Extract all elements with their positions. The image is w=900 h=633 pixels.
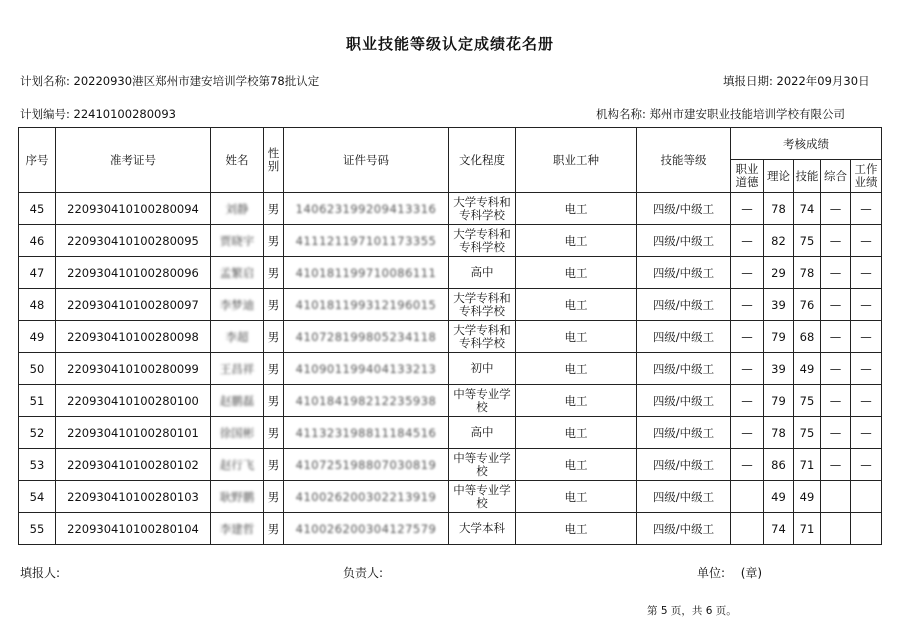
cell-theory: 29 — [764, 257, 794, 289]
cell-seq: 54 — [19, 481, 56, 513]
cell-work: — — [851, 321, 882, 353]
redacted-id: 410901199404133213 — [295, 361, 437, 376]
cell-work: — — [851, 385, 882, 417]
cell-gender: 男 — [264, 481, 284, 513]
header-education: 文化程度 — [449, 128, 516, 193]
cell-seq: 46 — [19, 225, 56, 257]
redacted-name: 李梦迪 — [219, 297, 255, 312]
cell-exam-no: 220930410100280095 — [56, 225, 211, 257]
cell-job: 电工 — [516, 225, 637, 257]
cell-overall: — — [821, 225, 851, 257]
page-indicator: 第 5 页，共 6 页。 — [647, 605, 737, 617]
cell-theory: 39 — [764, 289, 794, 321]
cell-overall: — — [821, 449, 851, 481]
plan-name-value: 20220930港区郑州市建安培训学校第78批认定 — [73, 74, 320, 88]
cell-exam-no: 220930410100280102 — [56, 449, 211, 481]
cell-theory: 74 — [764, 513, 794, 545]
cell-level: 四级/中级工 — [637, 481, 731, 513]
redacted-name: 赵鹏磊 — [219, 393, 255, 408]
cell-education: 中等专业学校 — [449, 449, 516, 481]
cell-job: 电工 — [516, 289, 637, 321]
score-table — [18, 127, 882, 545]
header-seq: 序号 — [19, 128, 56, 193]
redacted-name: 贾晓宇 — [219, 233, 255, 248]
redacted-name: 李超 — [225, 329, 249, 344]
cell-exam-no: 220930410100280097 — [56, 289, 211, 321]
cell-skill: 75 — [794, 417, 821, 449]
cell-ethics: — — [731, 417, 764, 449]
org-line — [596, 106, 845, 122]
table-row — [19, 321, 882, 353]
cell-theory: 82 — [764, 225, 794, 257]
table-row — [19, 449, 882, 481]
redacted-name: 李建哲 — [219, 521, 255, 536]
cell-level: 四级/中级工 — [637, 417, 731, 449]
header-work: 工作业绩 — [851, 160, 882, 193]
header-skill: 技能 — [794, 160, 821, 193]
cell-exam-no: 220930410100280094 — [56, 193, 211, 225]
cell-skill: 71 — [794, 513, 821, 545]
header-ethics: 职业道德 — [731, 160, 764, 193]
footer-responsible: 负责人: — [343, 566, 384, 580]
cell-id-no — [284, 193, 449, 225]
cell-overall: — — [821, 385, 851, 417]
cell-skill: 49 — [794, 353, 821, 385]
cell-gender: 男 — [264, 193, 284, 225]
cell-theory: 79 — [764, 385, 794, 417]
footer-unit-label: 单位: — [697, 566, 726, 580]
redacted-id: 410728199805234118 — [295, 329, 437, 344]
cell-job: 电工 — [516, 321, 637, 353]
cell-id-no — [284, 225, 449, 257]
cell-exam-no: 220930410100280101 — [56, 417, 211, 449]
cell-seq: 52 — [19, 417, 56, 449]
redacted-name: 徐国彬 — [219, 425, 255, 440]
cell-overall: — — [821, 193, 851, 225]
cell-ethics: — — [731, 193, 764, 225]
redacted-name: 赵行飞 — [219, 457, 255, 472]
cell-education: 中等专业学校 — [449, 481, 516, 513]
cell-theory: 78 — [764, 417, 794, 449]
redacted-name: 孟繁启 — [219, 265, 255, 280]
document-title: 职业技能等级认定成绩花名册 — [345, 35, 554, 53]
cell-seq: 45 — [19, 193, 56, 225]
cell-work: — — [851, 289, 882, 321]
cell-job: 电工 — [516, 513, 637, 545]
cell-education: 高中 — [449, 417, 516, 449]
cell-name — [211, 449, 264, 481]
header-overall: 综合 — [821, 160, 851, 193]
cell-job: 电工 — [516, 257, 637, 289]
cell-gender: 男 — [264, 289, 284, 321]
header-theory: 理论 — [764, 160, 794, 193]
cell-overall: — — [821, 257, 851, 289]
cell-education: 大学专科和专科学校 — [449, 321, 516, 353]
plan-name-line — [20, 73, 319, 89]
redacted-id: 410184198212235938 — [295, 393, 437, 408]
redacted-id: 410725198807030819 — [295, 457, 437, 472]
cell-seq: 47 — [19, 257, 56, 289]
table-row — [19, 225, 882, 257]
redacted-name: 王昌祥 — [219, 361, 255, 376]
cell-overall — [821, 513, 851, 545]
cell-name — [211, 257, 264, 289]
cell-gender: 男 — [264, 257, 284, 289]
plan-no-value: 22410100280093 — [73, 107, 176, 121]
cell-seq: 51 — [19, 385, 56, 417]
cell-overall: — — [821, 417, 851, 449]
table-row — [19, 193, 882, 225]
cell-theory: 39 — [764, 353, 794, 385]
redacted-id: 410181199710086111 — [295, 265, 437, 280]
header-job: 职业工种 — [516, 128, 637, 193]
cell-skill: 71 — [794, 449, 821, 481]
cell-id-no — [284, 385, 449, 417]
cell-work — [851, 513, 882, 545]
cell-theory: 78 — [764, 193, 794, 225]
cell-name — [211, 353, 264, 385]
cell-overall: — — [821, 353, 851, 385]
cell-gender: 男 — [264, 449, 284, 481]
plan-no-label: 计划编号: — [20, 107, 70, 121]
cell-gender: 男 — [264, 321, 284, 353]
table-row — [19, 289, 882, 321]
report-date-line — [723, 73, 870, 89]
report-date-label: 填报日期: — [723, 74, 773, 88]
org-label: 机构名称: — [596, 107, 646, 121]
cell-education: 大学本科 — [449, 513, 516, 545]
cell-overall — [821, 481, 851, 513]
footer-unit — [697, 564, 762, 581]
report-date-value: 2022年09月30日 — [776, 74, 870, 88]
cell-ethics: — — [731, 225, 764, 257]
cell-seq: 55 — [19, 513, 56, 545]
cell-level: 四级/中级工 — [637, 321, 731, 353]
cell-work: — — [851, 417, 882, 449]
cell-id-no — [284, 417, 449, 449]
redacted-id: 410026200302213919 — [295, 489, 437, 504]
cell-name — [211, 513, 264, 545]
cell-id-no — [284, 513, 449, 545]
cell-level: 四级/中级工 — [637, 289, 731, 321]
cell-work — [851, 481, 882, 513]
redacted-name: 耿野鹏 — [219, 489, 255, 504]
cell-level: 四级/中级工 — [637, 193, 731, 225]
header-level: 技能等级 — [637, 128, 731, 193]
cell-level: 四级/中级工 — [637, 225, 731, 257]
cell-exam-no: 220930410100280100 — [56, 385, 211, 417]
redacted-id: 410181199312196015 — [295, 297, 437, 312]
table-body — [19, 193, 882, 545]
cell-name — [211, 225, 264, 257]
redacted-id: 411121197101173355 — [295, 233, 437, 248]
cell-level: 四级/中级工 — [637, 385, 731, 417]
cell-gender: 男 — [264, 513, 284, 545]
cell-work: — — [851, 449, 882, 481]
cell-work: — — [851, 225, 882, 257]
org-value: 郑州市建安职业技能培训学校有限公司 — [649, 107, 846, 121]
cell-theory: 86 — [764, 449, 794, 481]
cell-job: 电工 — [516, 417, 637, 449]
cell-ethics: — — [731, 385, 764, 417]
cell-name — [211, 289, 264, 321]
cell-education: 大学专科和专科学校 — [449, 193, 516, 225]
header-id-no: 证件号码 — [284, 128, 449, 193]
cell-education: 大学专科和专科学校 — [449, 289, 516, 321]
header-name: 姓名 — [211, 128, 264, 193]
cell-skill: 75 — [794, 225, 821, 257]
cell-skill: 74 — [794, 193, 821, 225]
cell-name — [211, 385, 264, 417]
cell-theory: 49 — [764, 481, 794, 513]
cell-ethics: — — [731, 321, 764, 353]
table-row — [19, 417, 882, 449]
table-row — [19, 513, 882, 545]
cell-exam-no: 220930410100280104 — [56, 513, 211, 545]
cell-seq: 53 — [19, 449, 56, 481]
cell-id-no — [284, 321, 449, 353]
cell-gender: 男 — [264, 417, 284, 449]
cell-exam-no: 220930410100280099 — [56, 353, 211, 385]
cell-ethics: — — [731, 353, 764, 385]
cell-theory: 79 — [764, 321, 794, 353]
cell-ethics: — — [731, 449, 764, 481]
redacted-id: 411323198811184516 — [295, 425, 437, 440]
cell-work: — — [851, 353, 882, 385]
cell-ethics — [731, 513, 764, 545]
cell-ethics — [731, 481, 764, 513]
cell-exam-no: 220930410100280098 — [56, 321, 211, 353]
cell-job: 电工 — [516, 353, 637, 385]
cell-skill: 75 — [794, 385, 821, 417]
cell-skill: 49 — [794, 481, 821, 513]
cell-name — [211, 417, 264, 449]
cell-id-no — [284, 353, 449, 385]
cell-work: — — [851, 257, 882, 289]
cell-name — [211, 193, 264, 225]
cell-level: 四级/中级工 — [637, 353, 731, 385]
table-row — [19, 353, 882, 385]
footer-filler: 填报人: — [20, 566, 61, 580]
cell-id-no — [284, 289, 449, 321]
cell-overall: — — [821, 321, 851, 353]
redacted-id: 410026200304127579 — [295, 521, 437, 536]
cell-education: 初中 — [449, 353, 516, 385]
cell-education: 中等专业学校 — [449, 385, 516, 417]
cell-skill: 78 — [794, 257, 821, 289]
redacted-id: 140623199209413316 — [295, 201, 437, 216]
cell-seq: 48 — [19, 289, 56, 321]
cell-gender: 男 — [264, 225, 284, 257]
cell-name — [211, 481, 264, 513]
cell-exam-no: 220930410100280096 — [56, 257, 211, 289]
cell-job: 电工 — [516, 449, 637, 481]
table-row — [19, 257, 882, 289]
cell-job: 电工 — [516, 385, 637, 417]
cell-ethics: — — [731, 289, 764, 321]
redacted-name: 刘静 — [225, 201, 249, 216]
table-row — [19, 481, 882, 513]
plan-name-label: 计划名称: — [20, 74, 70, 88]
table-row — [19, 385, 882, 417]
cell-level: 四级/中级工 — [637, 449, 731, 481]
cell-seq: 50 — [19, 353, 56, 385]
cell-skill: 76 — [794, 289, 821, 321]
cell-seq: 49 — [19, 321, 56, 353]
cell-id-no — [284, 257, 449, 289]
cell-education: 大学专科和专科学校 — [449, 225, 516, 257]
cell-gender: 男 — [264, 353, 284, 385]
cell-exam-no: 220930410100280103 — [56, 481, 211, 513]
cell-overall: — — [821, 289, 851, 321]
header-scores: 考核成绩 — [731, 128, 882, 160]
cell-skill: 68 — [794, 321, 821, 353]
cell-id-no — [284, 449, 449, 481]
header-exam-no: 准考证号 — [56, 128, 211, 193]
cell-level: 四级/中级工 — [637, 513, 731, 545]
cell-job: 电工 — [516, 481, 637, 513]
cell-work: — — [851, 193, 882, 225]
header-gender: 性别 — [264, 128, 284, 193]
cell-id-no — [284, 481, 449, 513]
cell-job: 电工 — [516, 193, 637, 225]
plan-no-line — [20, 106, 176, 122]
cell-gender: 男 — [264, 385, 284, 417]
cell-ethics: — — [731, 257, 764, 289]
footer-seal: (章) — [740, 566, 763, 580]
cell-name — [211, 321, 264, 353]
cell-level: 四级/中级工 — [637, 257, 731, 289]
cell-education: 高中 — [449, 257, 516, 289]
